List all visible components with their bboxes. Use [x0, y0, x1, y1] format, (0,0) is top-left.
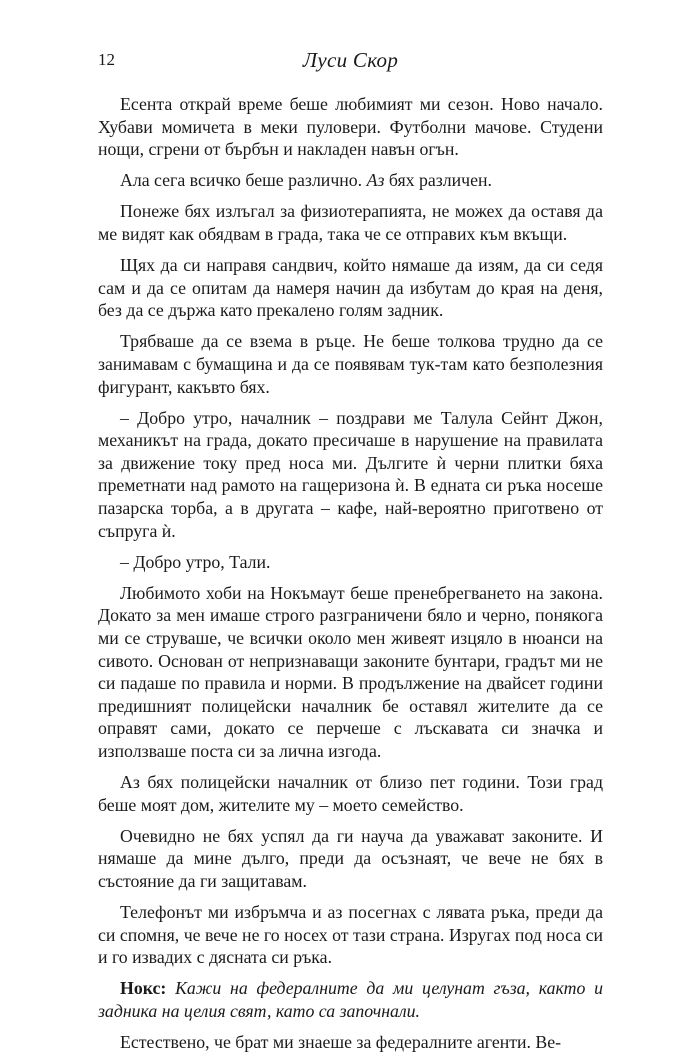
paragraph: Любимото хоби на Нокъмаут беше пренебрегването на закона. Докато за мен имаше строго разграничени бяло и черно, понякога ми се струваше, че всички около мен живеят изцяло в нюанси на сивото. Основан от непризнаващи законите бунтари, градът ми не си падаше по правила и норми. В продължение на двайсет години предишният полицейски началник бе оставял жителите да се оправят сами, докато се перчеше с лъскавата си значка и използваше поста си за лична изгода. — [98, 582, 603, 761]
paragraph: Понеже бях излъгал за физиотерапията, не можех да оставя да ме видят как обядвам в града, така че се отправих към вкъщи. — [98, 201, 603, 244]
paragraph: Есента открай време беше любимият ми сезон. Ново начало. Хубави момичета в меки пуловери. Футболни мачове. Студени нощи, сгрени от бърбън и накладен навън огън. — [98, 94, 603, 160]
paragraph: Телефонът ми избръмча и аз посегнах с лявата ръка, преди да си спомня, че вече не го носех от тази страна. Изругах под носа си и го извадих с дясната си ръка. — [98, 902, 603, 968]
page-number: 12 — [98, 50, 115, 69]
running-title: Луси Скор — [302, 48, 399, 72]
paragraph: Щях да си направя сандвич, който нямаше да изям, да си седя сам и да се опитам да намеря начин да избутам до края на деня, без да се държа като прекалено голям задник. — [98, 255, 603, 321]
paragraph-text: Ала сега всичко беше различно. — [120, 170, 367, 191]
emphasis: Аз — [366, 170, 385, 191]
paragraph: Очевидно не бях успял да ги науча да уважават законите. И нямаше да мине дълго, преди да осъзнаят, че вече не бях в състояние да ги защитавам. — [98, 825, 603, 891]
paragraph: Аз бях полицейски началник от близо пет години. Този град беше моят дом, жителите му – моето семейство. — [98, 772, 603, 815]
paragraph — [98, 169, 603, 192]
page-header — [98, 48, 603, 78]
body-text — [98, 93, 603, 1054]
message-text: Кажи на федералните да ми целунат гъза, както и задника на целия свят, като са започнали. — [98, 978, 603, 1021]
paragraph-text: бях различен. — [384, 170, 492, 191]
paragraph: Естествено, че брат ми знаеше за федералните агенти. Ве- — [120, 1031, 562, 1052]
message-sender: Нокс: — [120, 978, 167, 999]
paragraph: – Добро утро, началник – поздрави ме Талула Сейнт Джон, механикът на града, докато пресичаше в нарушение на правилата за движение току пред носа ми. Дългите ѝ черни плитки бяха преметнати над рамото на гащеризона ѝ. В едната си ръка носеше пазарска торба, а в другата – кафе, най-вероятно приготвено от съпруга ѝ. — [98, 407, 603, 541]
paragraph: – Добро утро, Тали. — [120, 551, 271, 572]
paragraph: Трябваше да се взема в ръце. Не беше толкова трудно да се занимавам с бумащина и да се появявам тук-там като безполезния фигурант, какъвто бях. — [98, 331, 603, 397]
text-message — [98, 977, 603, 1022]
